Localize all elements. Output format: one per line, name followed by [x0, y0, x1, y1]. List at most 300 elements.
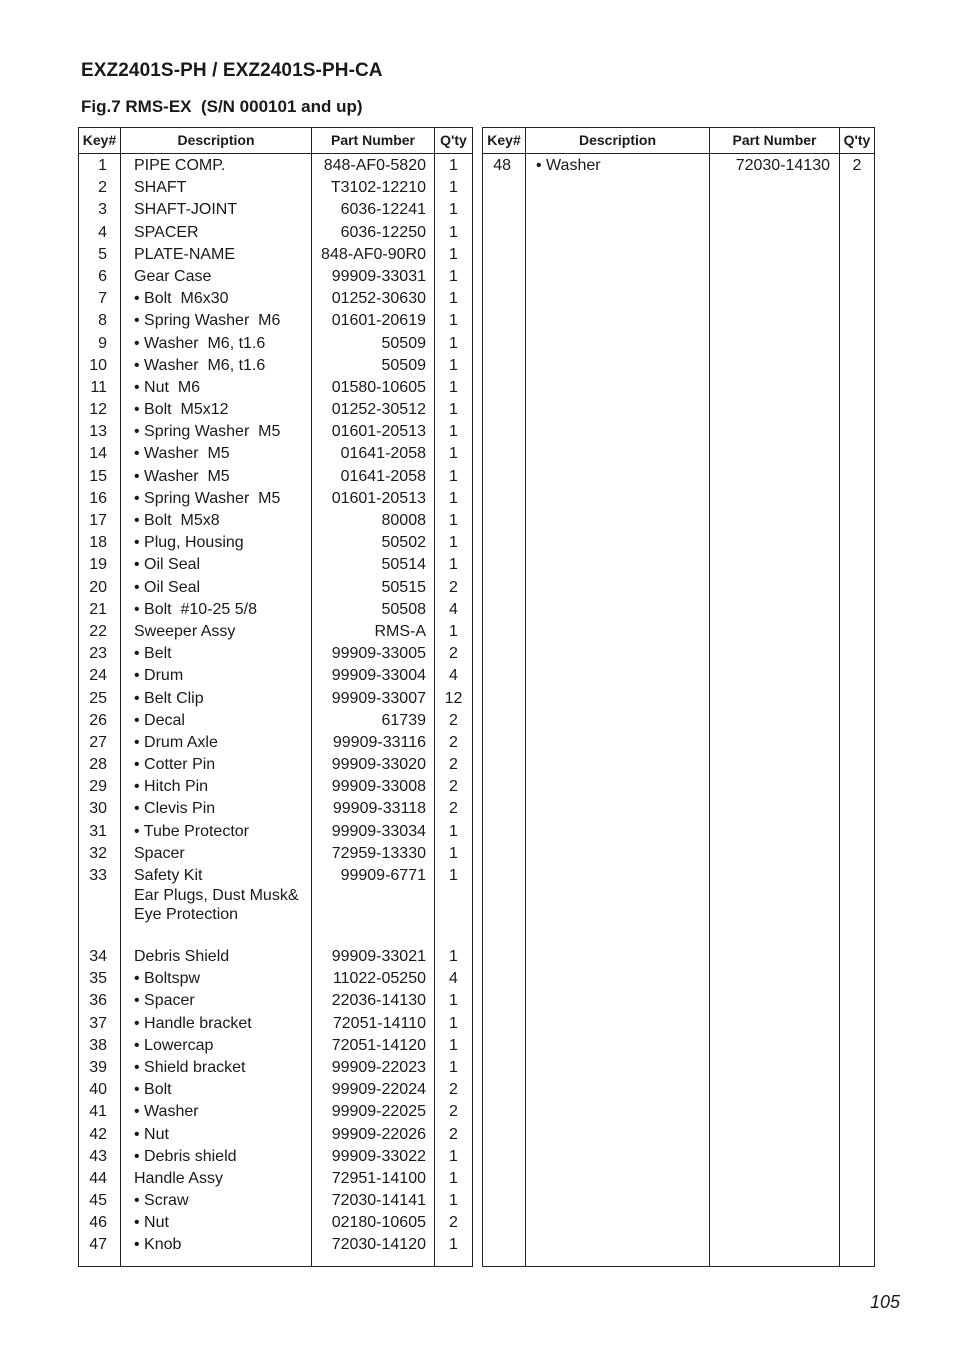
part-number-cell: 72959-13330 — [331, 844, 426, 862]
part-number-cell: 01601-20513 — [331, 423, 426, 441]
qty-cell: 2 — [449, 1214, 458, 1232]
part-number-cell: 6036-12250 — [340, 223, 426, 241]
description-cell — [134, 532, 244, 554]
key-cell: 21 — [89, 600, 107, 618]
description-line: • Washer — [134, 1103, 199, 1121]
part-number-cell: 01580-10605 — [331, 378, 426, 396]
table-row — [79, 443, 472, 465]
description-line: • Belt Clip — [134, 689, 204, 707]
table-row — [79, 754, 472, 776]
page-number: 105 — [869, 1292, 900, 1312]
table-row — [79, 1035, 472, 1057]
key-cell: 2 — [98, 179, 107, 197]
description-cell — [134, 554, 200, 576]
description-cell — [134, 510, 220, 532]
key-cell: 44 — [89, 1169, 107, 1187]
key-cell: 8 — [98, 312, 107, 330]
key-cell: 31 — [89, 822, 107, 840]
part-number-cell: 01601-20513 — [331, 489, 426, 507]
parts-table-left — [78, 127, 473, 1267]
key-cell: 3 — [98, 201, 107, 219]
description-line: • Bolt M5x12 — [134, 401, 229, 419]
description-cell — [134, 1212, 169, 1234]
qty-cell: 2 — [449, 711, 458, 729]
key-cell: 11 — [90, 378, 107, 396]
header-description: Description — [177, 132, 255, 148]
qty-cell: 2 — [449, 645, 458, 663]
qty-cell: 1 — [449, 867, 458, 884]
part-number-cell: 01601-20619 — [331, 312, 426, 330]
description-line: Eye Protection — [134, 905, 239, 923]
qty-cell: 1 — [449, 157, 458, 174]
header-part-number: Part Number — [732, 132, 817, 148]
table-row — [79, 1079, 472, 1101]
table-row — [79, 1057, 472, 1079]
qty-cell: 1 — [449, 356, 458, 374]
description-cell — [134, 821, 249, 843]
key-cell: 9 — [98, 334, 107, 352]
description-line: • Decal — [134, 711, 185, 729]
description-line: • Bolt M6x30 — [134, 290, 229, 308]
column-divider — [709, 128, 710, 1266]
table-row — [79, 1101, 472, 1123]
description-line: • Washer M5 — [134, 445, 230, 463]
description-cell — [134, 488, 280, 510]
part-number-cell: 99909-33005 — [331, 645, 426, 663]
qty-cell: 2 — [852, 157, 862, 174]
part-number-cell: T3102-12210 — [330, 179, 426, 197]
description-cell — [134, 732, 218, 754]
qty-cell: 1 — [449, 1192, 458, 1210]
description-line: • Knob — [134, 1236, 182, 1254]
description-cell — [134, 946, 229, 968]
part-number-cell: 72030-14141 — [331, 1192, 426, 1210]
part-number-cell: 11022-05250 — [332, 970, 426, 988]
key-cell: 30 — [89, 800, 107, 818]
part-number-cell: 50509 — [381, 334, 426, 352]
part-number-cell: 50509 — [381, 356, 426, 374]
description-cell — [134, 199, 237, 221]
part-number-cell: 99909-33021 — [331, 948, 426, 965]
description-cell — [134, 266, 211, 288]
table-row — [79, 488, 472, 510]
part-number-cell: 99909-33116 — [332, 733, 426, 751]
table-row — [79, 333, 472, 355]
description-cell — [134, 244, 235, 266]
description-cell — [134, 665, 183, 687]
part-number-cell: RMS-A — [374, 622, 426, 640]
description-line: • Handle bracket — [134, 1014, 252, 1032]
table-row — [79, 1168, 472, 1190]
table-row — [79, 1146, 472, 1168]
part-number-cell: 99909-33020 — [331, 756, 426, 774]
description-cell — [536, 155, 601, 177]
key-cell: 37 — [89, 1014, 107, 1032]
key-cell: 45 — [89, 1192, 107, 1210]
description-line: • Washer M6, t1.6 — [134, 356, 266, 374]
table-row — [79, 577, 472, 599]
key-cell: 6 — [98, 267, 107, 285]
description-line: PLATE-NAME — [134, 245, 236, 263]
qty-cell: 1 — [449, 423, 458, 441]
qty-cell: 2 — [449, 778, 458, 796]
key-cell: 38 — [89, 1036, 107, 1054]
description-line: • Drum — [134, 667, 184, 685]
part-number-cell: 99909-33022 — [331, 1147, 426, 1165]
table-row — [79, 990, 472, 1012]
key-cell: 19 — [89, 556, 107, 574]
table-row — [79, 288, 472, 310]
table-row — [79, 798, 472, 820]
description-line: Safety Kit — [134, 867, 203, 884]
header-description: Description — [578, 132, 656, 148]
description-cell — [134, 377, 200, 399]
description-cell — [134, 1146, 237, 1168]
description-line: • Oil Seal — [134, 578, 201, 596]
description-cell — [134, 688, 204, 710]
description-cell — [134, 643, 172, 665]
description-cell — [134, 466, 230, 488]
qty-cell: 1 — [449, 267, 458, 285]
table-row — [79, 599, 472, 621]
qty-cell: 1 — [449, 556, 458, 574]
table-row — [79, 532, 472, 554]
description-line: • Scraw — [134, 1192, 189, 1210]
table-row — [79, 1212, 472, 1234]
description-line: • Plug, Housing — [134, 534, 244, 552]
key-cell: 46 — [89, 1214, 107, 1232]
description-cell — [134, 843, 185, 865]
qty-cell: 1 — [449, 1014, 458, 1032]
header-key: Key# — [487, 132, 521, 148]
qty-cell: 1 — [449, 822, 458, 840]
part-number-cell: 99909-33004 — [331, 667, 426, 685]
description-line: • Nut — [134, 1214, 169, 1232]
table-row — [79, 665, 472, 687]
description-line: Ear Plugs, Dust Musk& — [134, 887, 299, 904]
description-line: • Spring Washer M5 — [134, 489, 281, 507]
column-divider — [839, 128, 840, 1266]
table-row — [79, 510, 472, 532]
header-key: Key# — [82, 132, 117, 148]
description-cell — [134, 990, 195, 1012]
table-row — [79, 310, 472, 332]
table-row — [483, 155, 874, 177]
key-cell: 47 — [89, 1236, 107, 1254]
description-cell — [134, 222, 199, 244]
key-cell: 35 — [89, 970, 107, 988]
table-row — [79, 199, 472, 221]
key-cell: 43 — [89, 1147, 107, 1165]
description-cell — [134, 968, 200, 990]
qty-cell: 2 — [449, 800, 458, 818]
qty-cell: 1 — [449, 378, 458, 396]
table-row — [79, 355, 472, 377]
key-cell: 26 — [89, 711, 107, 729]
description-line: • Spring Washer M5 — [134, 423, 281, 441]
table-row — [79, 466, 472, 488]
key-cell: 15 — [89, 467, 107, 485]
part-number-cell: 848-AF0-5820 — [323, 157, 426, 174]
header-divider — [79, 153, 472, 154]
part-number-cell: 99909-22024 — [331, 1081, 426, 1099]
description-cell — [134, 865, 299, 924]
qty-cell: 1 — [449, 201, 458, 219]
part-number-cell: 50515 — [381, 578, 426, 596]
part-number-cell: 80008 — [381, 512, 426, 529]
table-row — [79, 1190, 472, 1212]
description-line: • Bolt M5x8 — [134, 512, 220, 529]
qty-cell: 2 — [449, 1081, 458, 1099]
qty-cell: 1 — [449, 992, 458, 1010]
part-number-cell: 99909-22025 — [331, 1103, 426, 1121]
qty-cell: 1 — [449, 223, 458, 241]
description-line: • Hitch Pin — [134, 778, 209, 796]
description-cell — [134, 443, 230, 465]
qty-cell: 1 — [449, 1058, 458, 1076]
part-number-cell: 99909-6771 — [340, 867, 426, 884]
qty-cell: 1 — [449, 1036, 458, 1054]
description-cell — [134, 421, 280, 443]
part-number-cell: 99909-33007 — [331, 689, 426, 707]
description-cell — [134, 1057, 245, 1079]
description-line: • Boltspw — [134, 970, 201, 988]
description-cell — [134, 399, 229, 421]
part-number-cell: 01252-30512 — [331, 401, 426, 419]
description-line: • Belt — [134, 645, 172, 663]
header-part-number: Part Number — [330, 132, 416, 148]
description-cell — [134, 355, 265, 377]
key-cell: 22 — [89, 622, 107, 640]
part-number-cell: 99909-33118 — [332, 800, 426, 818]
qty-cell: 2 — [449, 578, 458, 596]
description-line: • Shield bracket — [134, 1058, 246, 1076]
key-cell: 39 — [89, 1058, 107, 1076]
qty-cell: 1 — [449, 948, 458, 965]
table-row — [79, 643, 472, 665]
key-cell: 17 — [89, 512, 107, 529]
part-number-cell: 72951-14100 — [331, 1169, 426, 1187]
qty-cell: 12 — [444, 689, 463, 707]
qty-cell: 4 — [449, 667, 458, 685]
key-cell: 16 — [89, 489, 107, 507]
key-cell: 32 — [89, 844, 107, 862]
description-line: • Spacer — [134, 992, 195, 1010]
qty-cell: 1 — [449, 401, 458, 419]
table-row — [79, 946, 472, 968]
part-number-cell: 6036-12241 — [340, 201, 426, 219]
key-cell: 40 — [89, 1081, 107, 1099]
key-cell: 4 — [98, 223, 107, 241]
description-cell — [134, 599, 257, 621]
description-line: • Drum Axle — [134, 733, 218, 751]
description-line: Debris Shield — [134, 948, 230, 965]
part-number-cell: 01641-2058 — [340, 445, 426, 463]
qty-cell: 1 — [449, 245, 458, 263]
key-cell: 33 — [89, 867, 107, 884]
table-rows — [79, 155, 472, 1257]
part-number-cell: 01641-2058 — [340, 467, 426, 485]
description-line: • Oil Seal — [134, 556, 201, 574]
description-line: SPACER — [134, 223, 199, 241]
table-row — [79, 843, 472, 865]
description-line: Spacer — [134, 844, 185, 862]
qty-cell: 1 — [449, 1236, 458, 1254]
description-cell — [134, 333, 265, 355]
table-row — [79, 688, 472, 710]
key-cell: 10 — [89, 356, 107, 374]
key-cell: 41 — [89, 1103, 107, 1121]
key-cell: 18 — [89, 534, 107, 552]
description-cell — [134, 1013, 252, 1035]
table-rows — [483, 155, 874, 177]
part-number-cell: 99909-22026 — [331, 1125, 426, 1143]
description-cell — [134, 1079, 172, 1101]
description-cell — [134, 1234, 181, 1256]
key-cell: 23 — [89, 645, 107, 663]
table-row — [79, 821, 472, 843]
part-number-cell: 72030-14120 — [331, 1236, 426, 1254]
description-cell — [134, 1035, 213, 1057]
part-number-cell: 22036-14130 — [331, 992, 426, 1010]
description-cell — [134, 776, 208, 798]
key-cell: 28 — [89, 756, 107, 774]
description-line: PIPE COMP. — [134, 157, 226, 174]
description-cell — [134, 1124, 169, 1146]
description-cell — [134, 1101, 199, 1123]
key-cell: 24 — [89, 667, 107, 685]
table-row — [79, 421, 472, 443]
qty-cell: 1 — [449, 467, 458, 485]
qty-cell: 1 — [449, 622, 458, 640]
description-line: • Nut — [134, 1125, 169, 1143]
description-line: Sweeper Assy — [134, 622, 236, 640]
key-cell: 1 — [98, 157, 107, 174]
qty-cell: 2 — [449, 733, 458, 751]
part-number-cell: 02180-10605 — [331, 1214, 426, 1232]
description-cell — [134, 754, 215, 776]
description-line: • Cotter Pin — [134, 756, 216, 774]
table-row — [79, 865, 472, 946]
key-cell: 14 — [89, 445, 107, 463]
qty-cell: 1 — [449, 334, 458, 352]
key-cell: 20 — [89, 578, 107, 596]
qty-cell: 1 — [449, 1147, 458, 1165]
description-line: • Lowercap — [134, 1036, 214, 1054]
key-cell: 25 — [89, 689, 107, 707]
description-line: SHAFT — [134, 179, 187, 197]
header-divider — [483, 153, 874, 154]
qty-cell: 2 — [449, 756, 458, 774]
table-row — [79, 222, 472, 244]
table-row — [79, 732, 472, 754]
part-number-cell: 50508 — [381, 600, 426, 618]
key-cell: 48 — [493, 157, 511, 174]
part-number-cell: 72051-14110 — [332, 1014, 426, 1032]
table-row — [79, 177, 472, 199]
part-number-cell: 99909-22023 — [331, 1058, 426, 1076]
qty-cell: 1 — [449, 534, 458, 552]
figure-subtitle: Fig.7 RMS-EX (S/N 000101 and up) — [81, 97, 363, 116]
qty-cell: 1 — [449, 445, 458, 463]
table-row — [79, 266, 472, 288]
part-number-cell: 72051-14120 — [331, 1036, 426, 1054]
description-line: • Washer — [536, 157, 601, 174]
part-number-cell: 01252-30630 — [331, 290, 426, 308]
description-cell — [134, 1168, 223, 1190]
description-cell — [134, 288, 229, 310]
qty-cell: 4 — [449, 970, 458, 988]
qty-cell: 1 — [449, 512, 458, 529]
qty-cell: 4 — [449, 600, 458, 618]
description-cell — [134, 710, 185, 732]
description-line: • Bolt #10-25 5/8 — [134, 600, 258, 618]
part-number-cell: 50514 — [381, 556, 426, 574]
table-row — [79, 968, 472, 990]
header-qty: Q'ty — [440, 132, 467, 148]
part-number-cell: 50502 — [381, 534, 426, 552]
part-number-cell: 72030-14130 — [735, 157, 830, 174]
description-line: SHAFT-JOINT — [134, 201, 238, 219]
description-cell — [134, 1190, 189, 1212]
part-number-cell: 99909-33034 — [331, 822, 426, 840]
key-cell: 36 — [89, 992, 107, 1010]
part-number-cell: 99909-33031 — [331, 267, 426, 285]
description-cell — [134, 155, 225, 177]
table-row — [79, 377, 472, 399]
header-qty: Q'ty — [843, 132, 871, 148]
description-line: • Spring Washer M6 — [134, 312, 281, 330]
description-line: • Nut M6 — [134, 378, 201, 396]
qty-cell: 1 — [449, 844, 458, 862]
key-cell: 12 — [89, 401, 107, 419]
table-row — [79, 1013, 472, 1035]
table-row — [79, 621, 472, 643]
column-divider — [525, 128, 526, 1266]
qty-cell: 1 — [449, 1169, 458, 1187]
description-line: • Debris shield — [134, 1147, 237, 1165]
part-number-cell: 99909-33008 — [331, 778, 426, 796]
description-line: • Clevis Pin — [134, 800, 216, 818]
qty-cell: 1 — [449, 290, 458, 308]
table-row — [79, 710, 472, 732]
key-cell: 13 — [89, 423, 107, 441]
description-cell — [134, 798, 215, 820]
qty-cell: 2 — [449, 1125, 458, 1143]
document-title: EXZ2401S-PH / EXZ2401S-PH-CA — [81, 60, 383, 81]
part-number-cell: 848-AF0-90R0 — [321, 245, 426, 263]
description-line: • Bolt — [134, 1081, 172, 1099]
description-line: • Washer M6, t1.6 — [134, 334, 266, 352]
table-row — [79, 155, 472, 177]
key-cell: 27 — [89, 733, 107, 751]
part-number-cell: 61739 — [381, 711, 426, 729]
table-row — [79, 399, 472, 421]
key-cell: 5 — [98, 245, 107, 263]
description-cell — [134, 577, 200, 599]
table-row — [79, 554, 472, 576]
description-cell — [134, 177, 186, 199]
qty-cell: 2 — [449, 1103, 458, 1121]
description-cell — [134, 310, 280, 332]
description-line: • Tube Protector — [134, 822, 249, 840]
qty-cell: 1 — [449, 179, 458, 197]
description-line: Gear Case — [134, 267, 212, 285]
qty-cell: 1 — [449, 489, 458, 507]
parts-table-right — [482, 127, 875, 1267]
table-row — [79, 776, 472, 798]
key-cell: 42 — [89, 1125, 107, 1143]
